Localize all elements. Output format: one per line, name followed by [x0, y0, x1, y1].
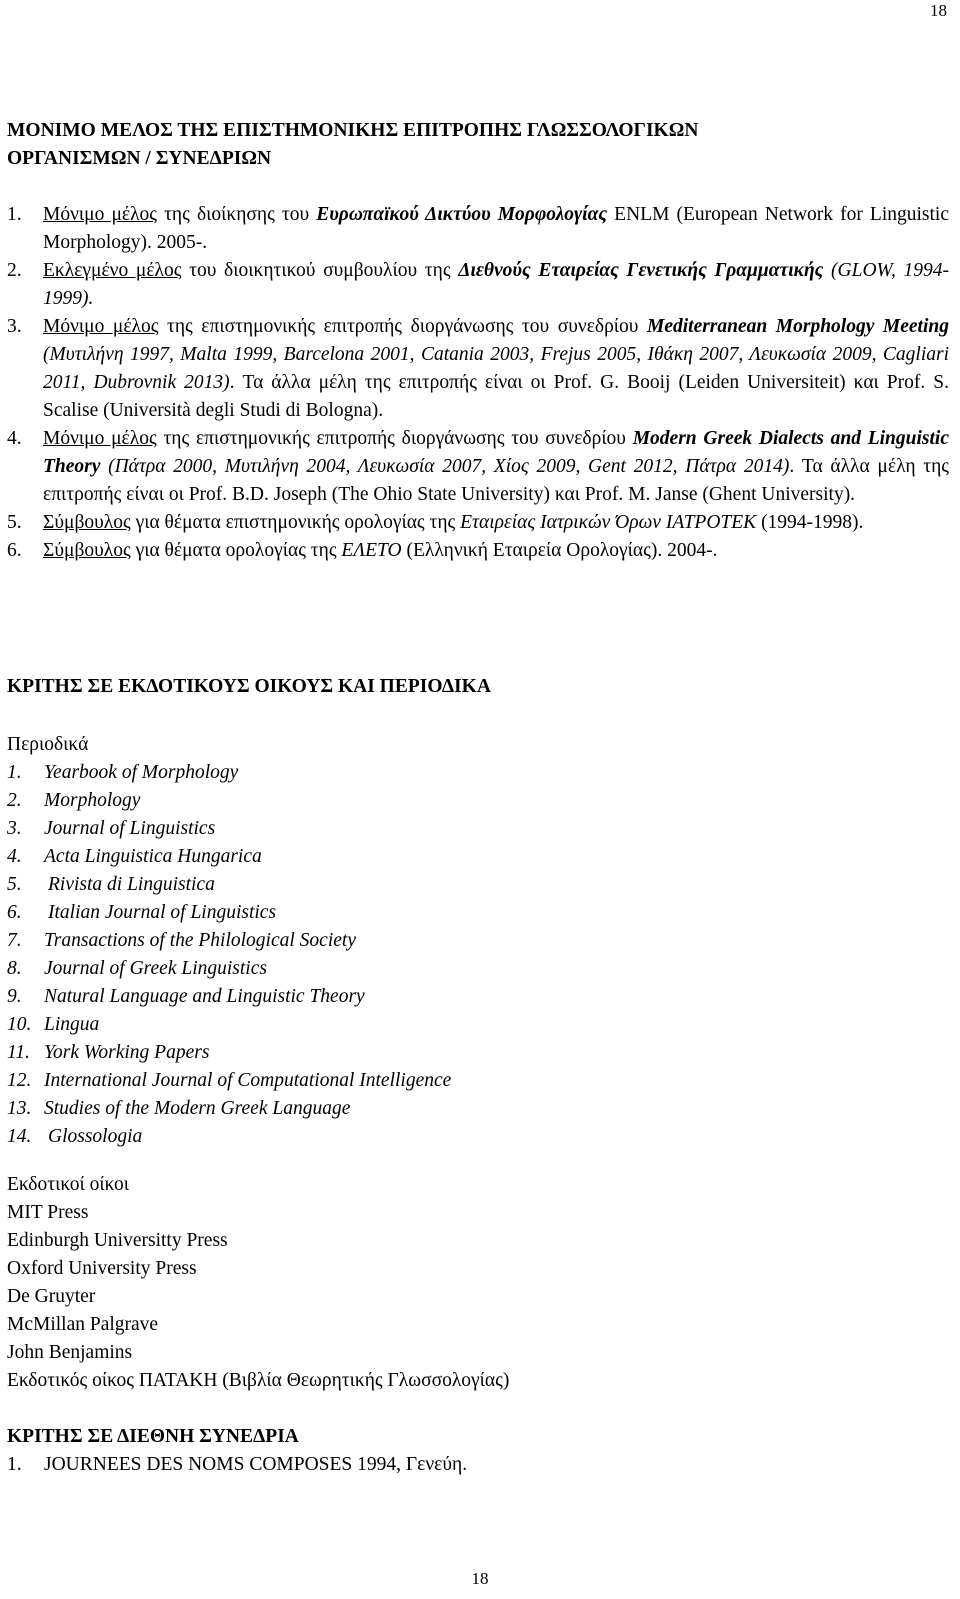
item-number: 2.: [7, 790, 22, 811]
item-number: 11.: [7, 1042, 30, 1063]
item-role: Μόνιμο μέλος: [43, 204, 158, 225]
item-number: 8.: [7, 958, 22, 979]
list-item: [7, 1123, 949, 1151]
page-number-bottom: 18: [471, 1569, 489, 1588]
journal-title: Morphology: [44, 790, 141, 811]
publisher-item: John Benjamins: [7, 1342, 133, 1363]
journal-title: Natural Language and Linguistic Theory: [44, 986, 365, 1007]
publisher-item: De Gruyter: [7, 1286, 96, 1307]
journal-title: Lingua: [44, 1014, 100, 1035]
item-number: 1.: [7, 1454, 22, 1475]
item-text-a: για θέματα επιστημονικής ορολογίας της: [130, 512, 461, 533]
list-item: [7, 1451, 949, 1479]
journal-title: Transactions of the Philological Society: [44, 930, 356, 951]
publisher-item: McMillan Palgrave: [7, 1314, 159, 1335]
list-item: [7, 871, 949, 899]
section-reviewer-conferences: [7, 1423, 949, 1479]
item-text: [43, 313, 949, 425]
committee-list: [7, 201, 949, 565]
item-text-b: (GLOW, 1994-1999).: [43, 260, 950, 309]
list-item: [7, 1011, 949, 1039]
item-org: Mediterranean Morphology Meeting: [646, 316, 949, 337]
item-role: Μόνιμο μέλος: [43, 316, 159, 337]
item-role: Μόνιμο μέλος: [43, 428, 157, 449]
list-item: [7, 787, 949, 815]
item-text: [43, 425, 949, 509]
journals-block: [7, 731, 949, 1151]
item-number: 4.: [7, 428, 22, 449]
item-text-b: . Τα άλλα μέλη της επιτροπής είναι οι Prof. G. Booij (Leiden Universiteit) και Prof. S. Scalise (Università degli Studi di Bologna).: [43, 372, 949, 421]
item-number: 13.: [7, 1098, 32, 1119]
item-text: [43, 509, 949, 537]
item-role: Σύμβουλος: [43, 512, 131, 533]
item-text-a: για θέματα ορολογίας της: [130, 540, 342, 561]
list-item: [7, 983, 949, 1011]
item-venues: (Μυτιλήνη 1997, Malta 1999, Barcelona 2001, Catania 2003, Frejus 2005, Ιθάκη 2007, Λευκωσία 2009, Cagliari 2011, Dubrovnik 2013): [43, 344, 949, 393]
publisher-item: Εκδοτικός οίκος ΠΑΤΑΚΗ (Βιβλία Θεωρητικής Γλωσσολογίας): [7, 1370, 510, 1391]
item-number: 9.: [7, 986, 22, 1007]
item-number: 10.: [7, 1014, 32, 1035]
item-number: 1.: [7, 762, 22, 783]
section-heading-conferences: ΚΡΙΤΗΣ ΣΕ ΔΙΕΘΝΗ ΣΥΝΕΔΡΙΑ: [7, 1426, 299, 1447]
item-number: 6.: [7, 902, 22, 923]
list-item: [7, 257, 949, 313]
item-text: [43, 257, 949, 313]
journal-title: York Working Papers: [44, 1042, 210, 1063]
list-item: [7, 927, 949, 955]
section-heading-reviewer: ΚΡΙΤΗΣ ΣΕ ΕΚΔΟΤΙΚΟΥΣ ΟΙΚΟΥΣ ΚΑΙ ΠΕΡΙΟΔΙΚΑ: [7, 676, 491, 697]
list-item: [7, 899, 949, 927]
section-heading-permanent-member: [7, 117, 949, 173]
item-org: Modern Greek Dialects and Linguistic Theory: [43, 428, 949, 477]
item-text-a: της επιστημονικής επιτροπής διοργάνωσης του συνεδρίου: [158, 316, 647, 337]
item-org: Διεθνούς Εταιρείας Γενετικής Γραμματικής: [458, 260, 824, 281]
heading-line-1: ΜΟΝΙΜΟ ΜΕΛΟΣ ΤΗΣ ΕΠΙΣΤΗΜΟΝΙΚΗΣ ΕΠΙΤΡΟΠΗΣ ΓΛΩΣΣΟΛΟΓΙΚΩΝ: [7, 120, 699, 141]
section-reviewer-publishers: [7, 673, 949, 701]
conference-text: JOURNEES DES NOMS COMPOSES 1994, Γενεύη.: [44, 1454, 468, 1475]
publisher-item: Oxford University Press: [7, 1258, 197, 1279]
item-org: Ευρωπαϊκού Δικτύου Μορφολογίας: [316, 204, 608, 225]
journals-label: Περιοδικά: [7, 734, 89, 755]
item-number: 4.: [7, 846, 22, 867]
item-role: Σύμβουλος: [43, 540, 131, 561]
publishers-block: [7, 1171, 949, 1395]
item-number: 3.: [7, 818, 22, 839]
publishers-label: Εκδοτικοί οίκοι: [7, 1174, 129, 1195]
list-item: [7, 1067, 949, 1095]
item-number: 1.: [7, 204, 22, 225]
list-item: [7, 201, 949, 257]
item-number: 5.: [7, 512, 22, 533]
list-item: [7, 509, 949, 537]
journal-title: Yearbook of Morphology: [44, 762, 239, 783]
list-item: [7, 313, 949, 425]
list-item: [7, 537, 949, 565]
list-item: [7, 843, 949, 871]
item-number: 5.: [7, 874, 22, 895]
journal-title: Rivista di Linguistica: [48, 874, 215, 895]
item-number: 7.: [7, 930, 22, 951]
item-text-b: . Τα άλλα μέλη της επιτροπής είναι οι Prof. B.D. Joseph (The Ohio State University) και Prof. M. Janse (Ghent University).: [43, 456, 949, 505]
item-text-b: ENLM (European Network for Linguistic Morphology). 2005-.: [43, 204, 949, 253]
item-text-a: της διοίκησης του: [157, 204, 317, 225]
list-item: [7, 425, 949, 509]
journal-title: Studies of the Modern Greek Language: [44, 1098, 351, 1119]
list-item: [7, 1039, 949, 1067]
item-text-a: της επιστημονικής επιτροπής διοργάνωσης του συνεδρίου: [156, 428, 633, 449]
heading-line-2: ΟΡΓΑΝΙΣΜΩΝ / ΣΥΝΕΔΡΙΩΝ: [7, 148, 272, 169]
item-number: 2.: [7, 260, 22, 281]
item-role: Εκλεγμένο μέλος: [43, 260, 182, 281]
journal-title: International Journal of Computational Intelligence: [44, 1070, 452, 1091]
journal-title: Glossologia: [48, 1126, 143, 1147]
publisher-item: MIT Press: [7, 1202, 89, 1223]
list-item: [7, 759, 949, 787]
item-text-b: (Ελληνική Εταιρεία Ορολογίας). 2004-.: [401, 540, 718, 561]
item-venues: (Πάτρα 2000, Μυτιλήνη 2004, Λευκωσία 2007, Χίος 2009, Gent 2012, Πάτρα 2014): [100, 456, 790, 477]
list-item: [7, 1095, 949, 1123]
item-text-b: (1994-1998).: [756, 512, 864, 533]
item-number: 3.: [7, 316, 22, 337]
journal-title: Journal of Linguistics: [44, 818, 216, 839]
list-item: [7, 955, 949, 983]
item-number: 6.: [7, 540, 22, 561]
list-item: [7, 815, 949, 843]
item-text-a: του διοικητικού συμβουλίου της: [181, 260, 459, 281]
journals-list: [7, 759, 949, 1151]
page-number-top: 18: [930, 1, 947, 20]
journal-title: Acta Linguistica Hungarica: [44, 846, 262, 867]
item-org: ΕΛΕΤΟ: [341, 540, 402, 561]
journal-title: Italian Journal of Linguistics: [48, 902, 277, 923]
item-number: 12.: [7, 1070, 32, 1091]
item-text: [43, 537, 949, 565]
item-text: [43, 201, 949, 257]
item-org: Εταιρείας Ιατρικών Όρων ΙΑΤΡΟΤΕΚ: [460, 512, 757, 533]
journal-title: Journal of Greek Linguistics: [44, 958, 267, 979]
item-number: 14.: [7, 1126, 32, 1147]
section-permanent-member: [7, 117, 949, 173]
publisher-item: Edinburgh Universitty Press: [7, 1230, 228, 1251]
